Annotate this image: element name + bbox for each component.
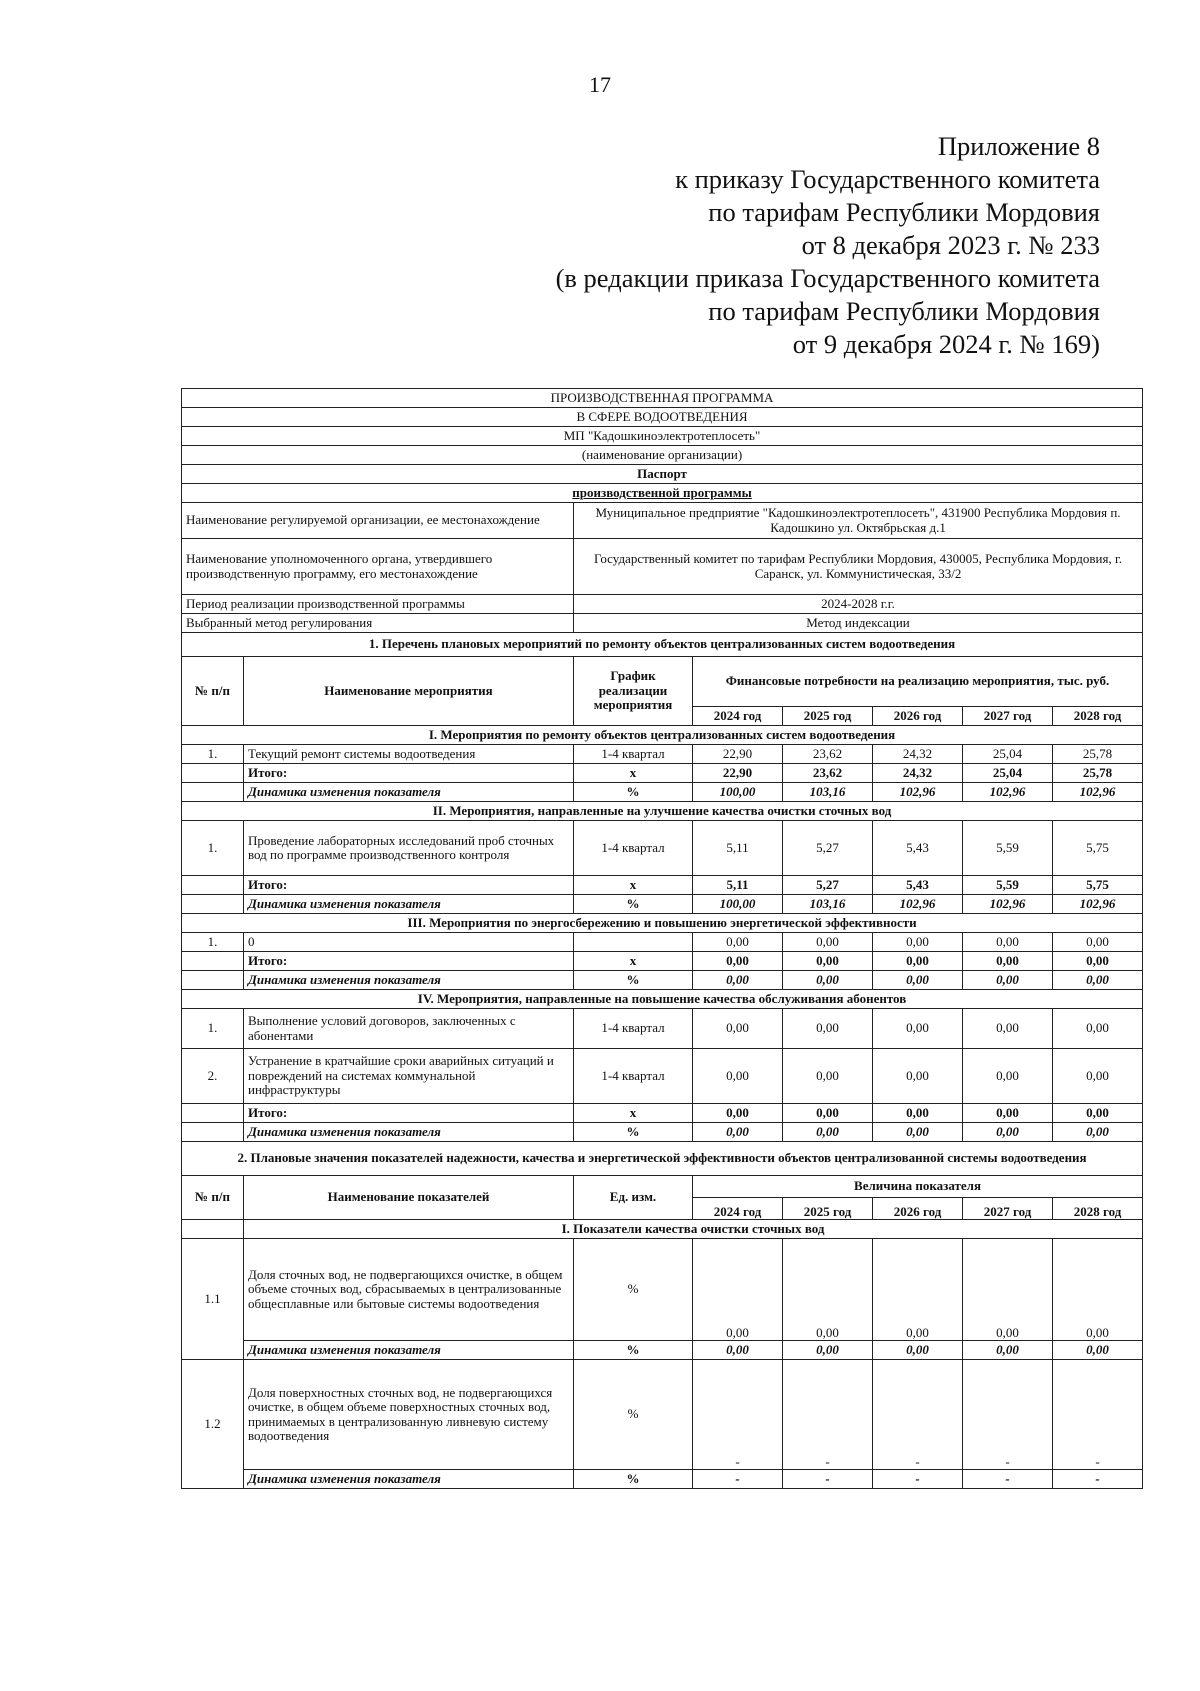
total-value: 25,78	[1053, 764, 1143, 783]
total-unit: х	[574, 764, 693, 783]
program-title: ПРОИЗВОДСТВЕННАЯ ПРОГРАММА	[182, 389, 1143, 408]
dynamics-value: 0,00	[693, 971, 783, 990]
row-value: 0,00	[873, 1049, 963, 1104]
dynamics-unit: %	[574, 1470, 693, 1489]
passport-subtitle: производственной программы	[182, 484, 1143, 503]
section1-title: 1. Перечень плановых мероприятий по ремонту объектов централизованных систем водоотведения	[182, 633, 1143, 657]
row-value: 5,59	[963, 821, 1053, 876]
row-value: 0,00	[693, 1049, 783, 1104]
row-value: 0,00	[873, 1009, 963, 1049]
dynamics-value: 0,00	[963, 1123, 1053, 1142]
row-value: 5,75	[1053, 821, 1143, 876]
page-number: 17	[589, 72, 611, 97]
total-num	[182, 764, 244, 783]
total-value: 0,00	[873, 952, 963, 971]
year-header: 2027 год	[963, 1198, 1053, 1220]
indicator-value: 0,00	[1053, 1239, 1143, 1341]
appendix-line: от 9 декабря 2024 г. № 169)	[792, 329, 1100, 359]
row-value: 5,27	[783, 821, 873, 876]
dynamics-value: -	[1053, 1470, 1143, 1489]
col-header-name: Наименование мероприятия	[244, 657, 574, 726]
row-schedule: 1-4 квартал	[574, 1009, 693, 1049]
dynamics-label: Динамика изменения показателя	[244, 895, 574, 914]
indicator-value: -	[873, 1360, 963, 1470]
year-header: 2027 год	[963, 707, 1053, 726]
dynamics-value: 0,00	[963, 971, 1053, 990]
dynamics-num	[182, 783, 244, 802]
year-header: 2024 год	[693, 707, 783, 726]
dynamics-unit: %	[574, 895, 693, 914]
indicator-value: 0,00	[873, 1239, 963, 1341]
dynamics-value: 0,00	[1053, 1341, 1143, 1360]
passport-value: Государственный комитет по тарифам Республики Мордовия, 430005, Республика Мордовия, г. Саранск, ул. Коммунистическая, 33/2	[574, 539, 1143, 595]
total-value: 5,75	[1053, 876, 1143, 895]
row-schedule: 1-4 квартал	[574, 1049, 693, 1104]
dynamics-value: 0,00	[693, 1341, 783, 1360]
total-value: 0,00	[963, 952, 1053, 971]
total-num	[182, 1104, 244, 1123]
dynamics-value: 103,16	[783, 895, 873, 914]
total-label: Итого:	[244, 952, 574, 971]
row-value: 0,00	[693, 933, 783, 952]
indicator-num: 1.1	[182, 1239, 244, 1360]
dynamics-label: Динамика изменения показателя	[244, 1470, 574, 1489]
row-value: 0,00	[783, 1009, 873, 1049]
passport-value: Метод индексации	[574, 614, 1143, 633]
row-name: Проведение лабораторных исследований проб сточных вод по программе производственного контроля	[244, 821, 574, 876]
row-value: 5,43	[873, 821, 963, 876]
passport-value: 2024-2028 г.г.	[574, 595, 1143, 614]
dynamics-label: Динамика изменения показателя	[244, 1123, 574, 1142]
dynamics-label: Динамика изменения показателя	[244, 971, 574, 990]
year-header: 2026 год	[873, 707, 963, 726]
group-title: III. Мероприятия по энергосбережению и повышению энергетической эффективности	[182, 914, 1143, 933]
total-value: 5,27	[783, 876, 873, 895]
dynamics-value: 0,00	[783, 1123, 873, 1142]
dynamics-value: 102,96	[1053, 783, 1143, 802]
passport-value: Муниципальное предприятие "Кадошкиноэлектротеплосеть", 431900 Республика Мордовия п. Кадошкино ул. Октябрьская д.1	[574, 503, 1143, 539]
row-value: 0,00	[693, 1009, 783, 1049]
indicator-value: 0,00	[693, 1239, 783, 1341]
dynamics-value: 0,00	[963, 1341, 1053, 1360]
row-schedule	[574, 933, 693, 952]
appendix-line: по тарифам Республики Мордовия	[708, 296, 1100, 326]
row-num: 1.	[182, 821, 244, 876]
col-header-num: № п/п	[182, 657, 244, 726]
col-header-value: Величина показателя	[693, 1176, 1143, 1198]
passport-label: Наименование регулируемой организации, ее местонахождение	[182, 503, 574, 539]
total-value: 0,00	[963, 1104, 1053, 1123]
total-value: 0,00	[1053, 952, 1143, 971]
dynamics-value: 102,96	[873, 895, 963, 914]
indicator-value: -	[963, 1360, 1053, 1470]
year-header: 2028 год	[1053, 707, 1143, 726]
dynamics-value: 102,96	[873, 783, 963, 802]
total-value: 0,00	[693, 1104, 783, 1123]
passport-title: Паспорт	[182, 465, 1143, 484]
row-value: 0,00	[783, 1049, 873, 1104]
indicator-value: 0,00	[783, 1239, 873, 1341]
row-num: 1.	[182, 933, 244, 952]
row-value: 0,00	[783, 933, 873, 952]
total-value: 0,00	[873, 1104, 963, 1123]
dynamics-num	[182, 971, 244, 990]
appendix-line: от 8 декабря 2023 г. № 233	[801, 230, 1100, 260]
dynamics-value: 0,00	[783, 971, 873, 990]
indicator-value: -	[783, 1360, 873, 1470]
group-title: I. Мероприятия по ремонту объектов централизованных систем водоотведения	[182, 726, 1143, 745]
group-num	[182, 1220, 244, 1239]
total-unit: х	[574, 952, 693, 971]
row-value: 0,00	[1053, 1049, 1143, 1104]
col-header-indicator: Наименование показателей	[244, 1176, 574, 1220]
row-value: 0,00	[1053, 1009, 1143, 1049]
total-value: 24,32	[873, 764, 963, 783]
year-header: 2025 год	[783, 707, 873, 726]
year-header: 2025 год	[783, 1198, 873, 1220]
total-num	[182, 876, 244, 895]
dynamics-label: Динамика изменения показателя	[244, 783, 574, 802]
row-value: 23,62	[783, 745, 873, 764]
total-value: 23,62	[783, 764, 873, 783]
total-label: Итого:	[244, 876, 574, 895]
row-schedule: 1-4 квартал	[574, 745, 693, 764]
dynamics-value: 0,00	[1053, 971, 1143, 990]
group-title: I. Показатели качества очистки сточных вод	[244, 1220, 1143, 1239]
dynamics-value: 102,96	[963, 783, 1053, 802]
row-value: 0,00	[873, 933, 963, 952]
dynamics-value: -	[873, 1470, 963, 1489]
dynamics-num	[182, 895, 244, 914]
total-value: 5,11	[693, 876, 783, 895]
indicator-num: 1.2	[182, 1360, 244, 1489]
indicator-unit: %	[574, 1239, 693, 1341]
row-value: 0,00	[963, 933, 1053, 952]
dynamics-value: 0,00	[873, 1123, 963, 1142]
row-name: Выполнение условий договоров, заключенных с абонентами	[244, 1009, 574, 1049]
row-value: 0,00	[963, 1049, 1053, 1104]
organization-name: МП "Кадошкиноэлектротеплосеть"	[182, 427, 1143, 446]
dynamics-value: -	[783, 1470, 873, 1489]
group-title: II. Мероприятия, направленные на улучшение качества очистки сточных вод	[182, 802, 1143, 821]
dynamics-value: 102,96	[1053, 895, 1143, 914]
total-value: 0,00	[1053, 1104, 1143, 1123]
dynamics-label: Динамика изменения показателя	[244, 1341, 574, 1360]
row-num: 1.	[182, 745, 244, 764]
dynamics-value: 103,16	[783, 783, 873, 802]
row-name: Устранение в кратчайшие сроки аварийных ситуаций и повреждений на системах коммунальной инфраструктуры	[244, 1049, 574, 1104]
row-num: 2.	[182, 1049, 244, 1104]
year-header: 2024 год	[693, 1198, 783, 1220]
appendix-line: (в редакции приказа Государственного комитета	[555, 263, 1100, 293]
appendix-line: к приказу Государственного комитета	[675, 164, 1100, 194]
appendix-line: Приложение 8	[937, 131, 1100, 161]
dynamics-unit: %	[574, 971, 693, 990]
col-header-num: № п/п	[182, 1176, 244, 1220]
dynamics-value: 0,00	[873, 971, 963, 990]
total-unit: х	[574, 876, 693, 895]
row-value: 24,32	[873, 745, 963, 764]
organization-caption: (наименование организации)	[182, 446, 1143, 465]
dynamics-value: 102,96	[963, 895, 1053, 914]
program-subtitle: В СФЕРЕ ВОДООТВЕДЕНИЯ	[182, 408, 1143, 427]
indicator-name: Доля поверхностных сточных вод, не подвергающихся очистке, в общем объеме поверхностных сточных вод, принимаемых в централизованную ливневую систему водоотведения	[244, 1360, 574, 1470]
total-unit: х	[574, 1104, 693, 1123]
row-name: 0	[244, 933, 574, 952]
total-value: 0,00	[783, 952, 873, 971]
passport-label: Период реализации производственной программы	[182, 595, 574, 614]
total-value: 5,43	[873, 876, 963, 895]
row-name: Текущий ремонт системы водоотведения	[244, 745, 574, 764]
total-value: 22,90	[693, 764, 783, 783]
row-schedule: 1-4 квартал	[574, 821, 693, 876]
appendix-line: по тарифам Республики Мордовия	[708, 197, 1100, 227]
year-header: 2026 год	[873, 1198, 963, 1220]
total-value: 0,00	[693, 952, 783, 971]
indicator-value: -	[1053, 1360, 1143, 1470]
row-value: 22,90	[693, 745, 783, 764]
row-value: 25,78	[1053, 745, 1143, 764]
row-num: 1.	[182, 1009, 244, 1049]
col-header-schedule: График реализации мероприятия	[574, 657, 693, 726]
indicator-value: -	[693, 1360, 783, 1470]
dynamics-num	[182, 1123, 244, 1142]
passport-label: Наименование уполномоченного органа, утвердившего производственную программу, его местонахождение	[182, 539, 574, 595]
row-value: 0,00	[963, 1009, 1053, 1049]
total-label: Итого:	[244, 764, 574, 783]
indicator-unit: %	[574, 1360, 693, 1470]
section2-title: 2. Плановые значения показателей надежности, качества и энергетической эффективности объектов централизованной системы водоотведения	[182, 1142, 1143, 1176]
dynamics-value: -	[693, 1470, 783, 1489]
year-header: 2028 год	[1053, 1198, 1143, 1220]
dynamics-value: 100,00	[693, 783, 783, 802]
total-value: 0,00	[783, 1104, 873, 1123]
dynamics-value: 0,00	[1053, 1123, 1143, 1142]
col-header-unit: Ед. изм.	[574, 1176, 693, 1220]
row-value: 0,00	[1053, 933, 1143, 952]
dynamics-value: 0,00	[783, 1341, 873, 1360]
dynamics-unit: %	[574, 1341, 693, 1360]
passport-label: Выбранный метод регулирования	[182, 614, 574, 633]
dynamics-unit: %	[574, 1123, 693, 1142]
col-header-finance: Финансовые потребности на реализацию мероприятия, тыс. руб.	[693, 657, 1143, 707]
appendix-header	[556, 130, 1100, 361]
total-num	[182, 952, 244, 971]
row-value: 5,11	[693, 821, 783, 876]
total-value: 5,59	[963, 876, 1053, 895]
group-title: IV. Мероприятия, направленные на повышение качества обслуживания абонентов	[182, 990, 1143, 1009]
dynamics-unit: %	[574, 783, 693, 802]
indicator-value: 0,00	[963, 1239, 1053, 1341]
dynamics-value: -	[963, 1470, 1053, 1489]
indicator-name: Доля сточных вод, не подвергающихся очистке, в общем объеме сточных вод, сбрасываемых в централизованные общесплавные или бытовые системы водоотведения	[244, 1239, 574, 1341]
total-label: Итого:	[244, 1104, 574, 1123]
row-value: 25,04	[963, 745, 1053, 764]
program-table	[181, 388, 1143, 1489]
dynamics-value: 0,00	[873, 1341, 963, 1360]
dynamics-value: 100,00	[693, 895, 783, 914]
total-value: 25,04	[963, 764, 1053, 783]
dynamics-value: 0,00	[693, 1123, 783, 1142]
